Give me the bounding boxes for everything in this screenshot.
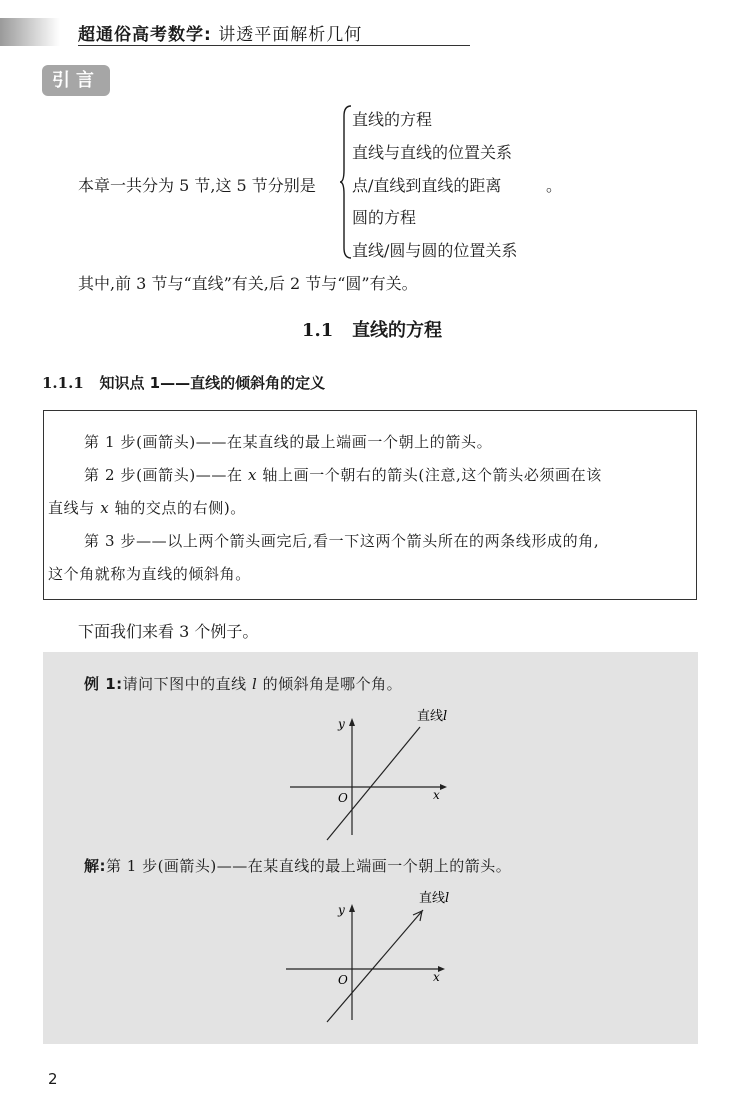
origin-label: O bbox=[338, 791, 348, 805]
subsection-title-text: 知识点 1——直线的倾斜角的定义 bbox=[99, 374, 326, 392]
examples-intro: 下面我们来看 3 个例子。 bbox=[78, 622, 259, 641]
step2-part-c: 直线与 bbox=[48, 499, 95, 517]
line-l bbox=[327, 727, 420, 840]
example-label: 例 1: bbox=[84, 675, 123, 693]
y-label: y bbox=[338, 717, 345, 731]
definition-step-2-cont bbox=[48, 497, 246, 518]
figure-1-coordinate-plot bbox=[280, 700, 470, 845]
line-label: 直线l bbox=[419, 891, 450, 906]
line-l bbox=[327, 910, 423, 1022]
subsection-number: 1.1.1 bbox=[42, 374, 84, 392]
left-brace bbox=[340, 104, 352, 260]
y-label: y bbox=[338, 903, 345, 917]
header-gradient-bar bbox=[0, 18, 60, 46]
figure-2-coordinate-plot bbox=[280, 882, 470, 1027]
y-axis-arrow bbox=[349, 718, 355, 726]
section-list-item: 直线与直线的位置关系 bbox=[352, 143, 513, 162]
section-title bbox=[0, 316, 744, 342]
x-label: x bbox=[433, 788, 440, 802]
question-part-b: 的倾斜角是哪个角。 bbox=[262, 675, 403, 693]
variable-l: l bbox=[251, 675, 258, 693]
y-axis-arrow bbox=[349, 904, 355, 912]
page-number: 2 bbox=[48, 1070, 58, 1088]
definition-step-2 bbox=[84, 464, 602, 485]
step2-part-b: 轴上画一个朝右的箭头(注意,这个箭头必须画在该 bbox=[262, 466, 602, 484]
example-1-solution bbox=[84, 855, 511, 876]
x-axis-arrow bbox=[440, 784, 447, 790]
definition-step-1: 第 1 步(画箭头)——在某直线的最上端画一个朝上的箭头。 bbox=[84, 433, 493, 451]
section-list-item: 直线的方程 bbox=[352, 110, 433, 129]
intro-note: 其中,前 3 节与“直线”有关,后 2 节与“圆”有关。 bbox=[78, 274, 418, 293]
definition-step-3: 第 3 步——以上两个箭头画完后,看一下这两个箭头所在的两条线形成的角, bbox=[84, 532, 600, 550]
x-label: x bbox=[433, 970, 440, 984]
variable-x: x bbox=[247, 466, 258, 484]
running-header bbox=[78, 20, 362, 45]
section-list-item: 点/直线到直线的距离 bbox=[352, 176, 502, 195]
intro-lead: 本章一共分为 5 节,这 5 节分别是 bbox=[78, 176, 316, 195]
section-list-item: 直线/圆与圆的位置关系 bbox=[352, 241, 518, 260]
variable-x: x bbox=[100, 499, 110, 517]
header-rule bbox=[78, 45, 470, 46]
header-title-rest: 讲透平面解析几何 bbox=[218, 25, 363, 45]
step2-part-d: 轴的交点的右侧)。 bbox=[114, 499, 246, 517]
section-list-item: 圆的方程 bbox=[352, 208, 417, 227]
section-number: 1.1 bbox=[301, 320, 334, 341]
subsection-title bbox=[42, 372, 325, 393]
example-1-question bbox=[84, 673, 402, 694]
intro-badge: 引言 bbox=[42, 65, 110, 96]
solution-text: 第 1 步(画箭头)——在某直线的最上端画一个朝上的箭头。 bbox=[106, 857, 512, 875]
line-label: 直线l bbox=[417, 709, 448, 724]
step2-part-a: 第 2 步(画箭头)——在 bbox=[84, 466, 243, 484]
solution-label: 解: bbox=[84, 857, 106, 875]
definition-step-3-cont: 这个角就称为直线的倾斜角。 bbox=[48, 565, 251, 583]
header-title-bold: 超通俗高考数学: bbox=[78, 25, 212, 45]
origin-label: O bbox=[338, 973, 348, 987]
question-part-a: 请问下图中的直线 bbox=[122, 675, 247, 693]
list-trailing-period: 。 bbox=[546, 176, 563, 195]
section-title-text: 直线的方程 bbox=[352, 320, 443, 341]
